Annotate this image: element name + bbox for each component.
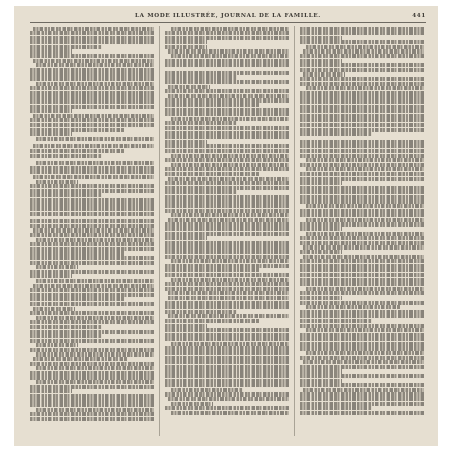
text-line	[165, 365, 289, 369]
text-line	[165, 144, 289, 148]
text-line	[165, 149, 289, 153]
text-line	[300, 369, 342, 373]
text-line	[30, 154, 102, 158]
text-line	[300, 264, 424, 268]
text-line	[165, 360, 289, 364]
text-line	[168, 85, 210, 89]
text-line	[165, 135, 289, 139]
text-line	[30, 288, 154, 292]
text-line	[30, 212, 154, 216]
text-line	[30, 224, 154, 228]
text-line	[300, 278, 424, 282]
text-line	[165, 199, 289, 203]
text-line	[165, 71, 289, 75]
text-column-2	[165, 26, 289, 438]
text-line	[300, 319, 372, 323]
text-line	[30, 302, 154, 306]
text-line	[165, 241, 289, 245]
text-line	[165, 167, 289, 171]
text-line	[33, 144, 154, 148]
column-divider	[159, 26, 160, 436]
text-line	[300, 140, 424, 144]
text-line	[36, 137, 154, 141]
text-line	[30, 251, 124, 255]
text-line	[30, 166, 154, 170]
text-line	[165, 273, 289, 277]
text-line	[168, 49, 289, 53]
text-line	[165, 369, 289, 373]
text-line	[300, 333, 424, 337]
text-line	[300, 209, 424, 213]
header-rule	[30, 22, 426, 23]
text-line	[30, 202, 154, 206]
text-line	[168, 218, 289, 222]
text-line	[300, 163, 424, 167]
text-line	[36, 279, 154, 283]
text-line	[300, 40, 424, 44]
text-line	[171, 259, 289, 263]
text-line	[165, 112, 289, 116]
text-line	[36, 408, 154, 412]
text-line	[168, 291, 289, 295]
text-line	[165, 126, 289, 130]
text-line	[300, 177, 424, 181]
text-line	[30, 49, 72, 53]
text-line	[171, 117, 289, 121]
text-line	[306, 86, 424, 90]
text-line	[300, 123, 424, 127]
text-line	[36, 265, 78, 269]
text-line	[165, 121, 237, 125]
text-line	[30, 109, 72, 113]
text-line	[33, 175, 154, 179]
text-line	[300, 27, 424, 31]
page-header	[30, 11, 426, 21]
text-line	[306, 45, 424, 49]
text-line	[171, 163, 289, 167]
text-line	[165, 108, 289, 112]
text-line	[300, 95, 424, 99]
text-line	[30, 123, 154, 127]
text-line	[171, 54, 289, 58]
text-line	[303, 255, 424, 259]
text-line	[165, 379, 289, 383]
text-line	[168, 314, 289, 318]
text-line	[300, 324, 424, 328]
text-line	[30, 247, 154, 251]
text-line	[33, 59, 154, 63]
text-line	[300, 296, 342, 300]
text-line	[30, 334, 102, 338]
text-line	[300, 397, 424, 401]
text-line	[30, 219, 154, 223]
text-line	[165, 131, 289, 135]
text-line	[165, 255, 289, 259]
text-line	[300, 77, 424, 81]
text-line	[306, 328, 424, 332]
text-line	[36, 180, 78, 184]
text-line	[300, 236, 424, 240]
text-line	[30, 72, 154, 76]
text-line	[168, 177, 289, 181]
text-line	[306, 305, 400, 309]
text-line	[165, 209, 289, 213]
text-line	[300, 250, 342, 254]
text-line	[36, 161, 154, 165]
text-line	[30, 170, 154, 174]
text-line	[300, 268, 424, 272]
text-line	[36, 366, 154, 370]
text-line	[171, 213, 289, 217]
text-line	[165, 392, 289, 396]
text-line	[303, 49, 424, 53]
text-line	[165, 374, 289, 378]
text-line	[165, 204, 289, 208]
text-line	[30, 105, 154, 109]
text-line	[30, 394, 154, 398]
text-line	[30, 86, 154, 90]
text-line	[30, 132, 72, 136]
text-line	[300, 310, 424, 314]
text-line	[30, 297, 124, 301]
text-line	[300, 213, 424, 217]
text-line	[300, 411, 424, 415]
text-line	[165, 268, 259, 272]
text-line	[300, 195, 424, 199]
text-line	[300, 105, 424, 109]
text-line	[30, 311, 154, 315]
text-line	[306, 287, 424, 291]
text-line	[30, 389, 72, 393]
text-line	[30, 320, 154, 324]
text-line	[30, 36, 154, 40]
text-line	[171, 388, 243, 392]
text-line	[30, 325, 102, 329]
text-line	[33, 357, 127, 361]
text-line	[36, 343, 78, 347]
text-line	[300, 356, 424, 360]
text-line	[33, 27, 154, 31]
text-line	[165, 328, 289, 332]
text-line	[300, 63, 424, 67]
text-line	[30, 371, 154, 375]
text-line	[300, 144, 424, 148]
text-line	[36, 352, 154, 356]
text-line	[30, 31, 154, 35]
text-line	[300, 222, 424, 226]
text-line	[303, 360, 424, 364]
text-line	[165, 227, 289, 231]
text-line	[36, 63, 154, 67]
text-line	[300, 82, 424, 86]
text-line	[300, 241, 424, 245]
text-line	[306, 232, 424, 236]
text-line	[30, 330, 154, 334]
text-line	[30, 189, 154, 193]
text-line	[300, 337, 424, 341]
text-line	[300, 291, 424, 295]
text-line	[300, 365, 424, 369]
text-line	[165, 75, 237, 79]
text-line	[300, 402, 424, 406]
text-line	[165, 236, 207, 240]
text-line	[300, 374, 424, 378]
text-line	[303, 388, 424, 392]
text-line	[165, 356, 289, 360]
text-line	[300, 190, 424, 194]
text-line	[30, 193, 102, 197]
text-line	[171, 411, 289, 415]
text-line	[300, 54, 424, 58]
text-line	[300, 346, 424, 350]
text-column-1	[30, 26, 154, 438]
text-line	[30, 274, 72, 278]
text-line	[300, 31, 424, 35]
text-line	[306, 218, 424, 222]
journal-title: LA MODE ILLUSTRÉE, JOURNAL DE LA FAMILLE.	[135, 13, 321, 19]
text-line	[165, 319, 259, 323]
text-line	[165, 383, 289, 387]
text-line	[306, 204, 424, 208]
text-line	[165, 186, 289, 190]
text-line	[306, 167, 424, 171]
text-line	[30, 398, 154, 402]
text-line	[165, 287, 289, 291]
text-line	[165, 59, 289, 63]
text-line	[300, 379, 342, 383]
text-line	[165, 158, 289, 162]
text-line	[30, 261, 154, 265]
text-line	[168, 397, 289, 401]
text-line	[171, 154, 289, 158]
text-line	[165, 36, 289, 40]
text-line	[30, 339, 154, 343]
text-line	[165, 140, 207, 144]
text-line	[300, 301, 424, 305]
text-line	[300, 132, 372, 136]
text-line	[300, 383, 424, 387]
text-line	[165, 324, 207, 328]
text-line	[36, 82, 154, 86]
text-line	[30, 256, 154, 260]
text-line	[30, 118, 154, 122]
text-line	[168, 296, 289, 300]
newspaper-page	[14, 6, 438, 446]
text-line	[300, 181, 342, 185]
text-line	[36, 380, 154, 384]
text-line	[171, 342, 289, 346]
text-line	[30, 95, 154, 99]
text-line	[303, 72, 345, 76]
text-line	[165, 337, 289, 341]
text-line	[165, 181, 289, 185]
text-line	[306, 158, 424, 162]
text-line	[306, 351, 424, 355]
text-line	[33, 284, 154, 288]
text-line	[165, 351, 289, 355]
text-line	[30, 40, 154, 44]
text-line	[30, 149, 124, 153]
text-line	[165, 98, 289, 102]
text-line	[300, 149, 424, 153]
text-line	[165, 245, 289, 249]
text-line	[300, 392, 424, 396]
text-line	[165, 305, 289, 309]
text-line	[165, 346, 289, 350]
text-line	[300, 128, 424, 132]
text-line	[300, 199, 424, 203]
text-line	[30, 233, 154, 237]
text-column-3	[300, 26, 424, 438]
text-line	[300, 314, 424, 318]
text-line	[165, 232, 289, 236]
text-line	[165, 190, 237, 194]
text-line	[36, 316, 154, 320]
text-line	[171, 278, 289, 282]
text-line	[30, 207, 154, 211]
text-line	[165, 45, 207, 49]
text-line	[30, 293, 154, 297]
text-line	[165, 250, 289, 254]
text-line	[165, 282, 289, 286]
text-line	[300, 186, 424, 190]
text-line	[165, 63, 289, 67]
text-line	[300, 68, 424, 72]
text-line	[30, 417, 154, 421]
text-line	[168, 94, 289, 98]
text-line	[300, 59, 342, 63]
text-line	[165, 333, 289, 337]
text-line	[30, 198, 154, 202]
text-line	[165, 172, 259, 176]
text-line	[33, 114, 154, 118]
text-line	[30, 348, 154, 352]
text-line	[30, 54, 154, 58]
text-line	[300, 154, 424, 158]
text-line	[30, 184, 154, 188]
text-line	[171, 27, 289, 31]
text-line	[30, 77, 154, 81]
text-line	[165, 301, 289, 305]
text-line	[300, 118, 424, 122]
text-line	[36, 238, 154, 242]
text-line	[30, 375, 154, 379]
text-line	[33, 228, 154, 232]
text-line	[165, 103, 259, 107]
text-line	[165, 89, 289, 93]
page-number: 441	[412, 13, 426, 19]
text-line	[165, 222, 289, 226]
text-line	[30, 270, 154, 274]
text-line	[30, 362, 154, 366]
text-line	[303, 245, 424, 249]
text-line	[300, 282, 424, 286]
text-line	[300, 100, 424, 104]
text-line	[30, 100, 154, 104]
text-line	[30, 385, 154, 389]
text-line	[30, 242, 154, 246]
text-line	[165, 310, 237, 314]
text-line	[300, 114, 424, 118]
text-line	[165, 31, 289, 35]
text-line	[30, 45, 102, 49]
text-line	[33, 307, 75, 311]
text-line	[300, 259, 424, 263]
text-line	[165, 80, 289, 84]
text-line	[300, 273, 424, 277]
column-divider	[294, 26, 295, 436]
text-line	[30, 403, 154, 407]
text-line	[300, 91, 424, 95]
text-line	[165, 264, 289, 268]
text-line	[165, 195, 289, 199]
text-line	[300, 342, 424, 346]
text-line	[300, 227, 342, 231]
text-line	[300, 406, 372, 410]
text-line	[30, 412, 154, 416]
text-line	[300, 109, 424, 113]
text-line	[300, 36, 342, 40]
text-line	[30, 128, 124, 132]
text-line	[171, 402, 213, 406]
text-line	[165, 40, 207, 44]
text-line	[30, 68, 154, 72]
text-line	[30, 91, 154, 95]
text-line	[165, 406, 289, 410]
text-line	[300, 172, 424, 176]
